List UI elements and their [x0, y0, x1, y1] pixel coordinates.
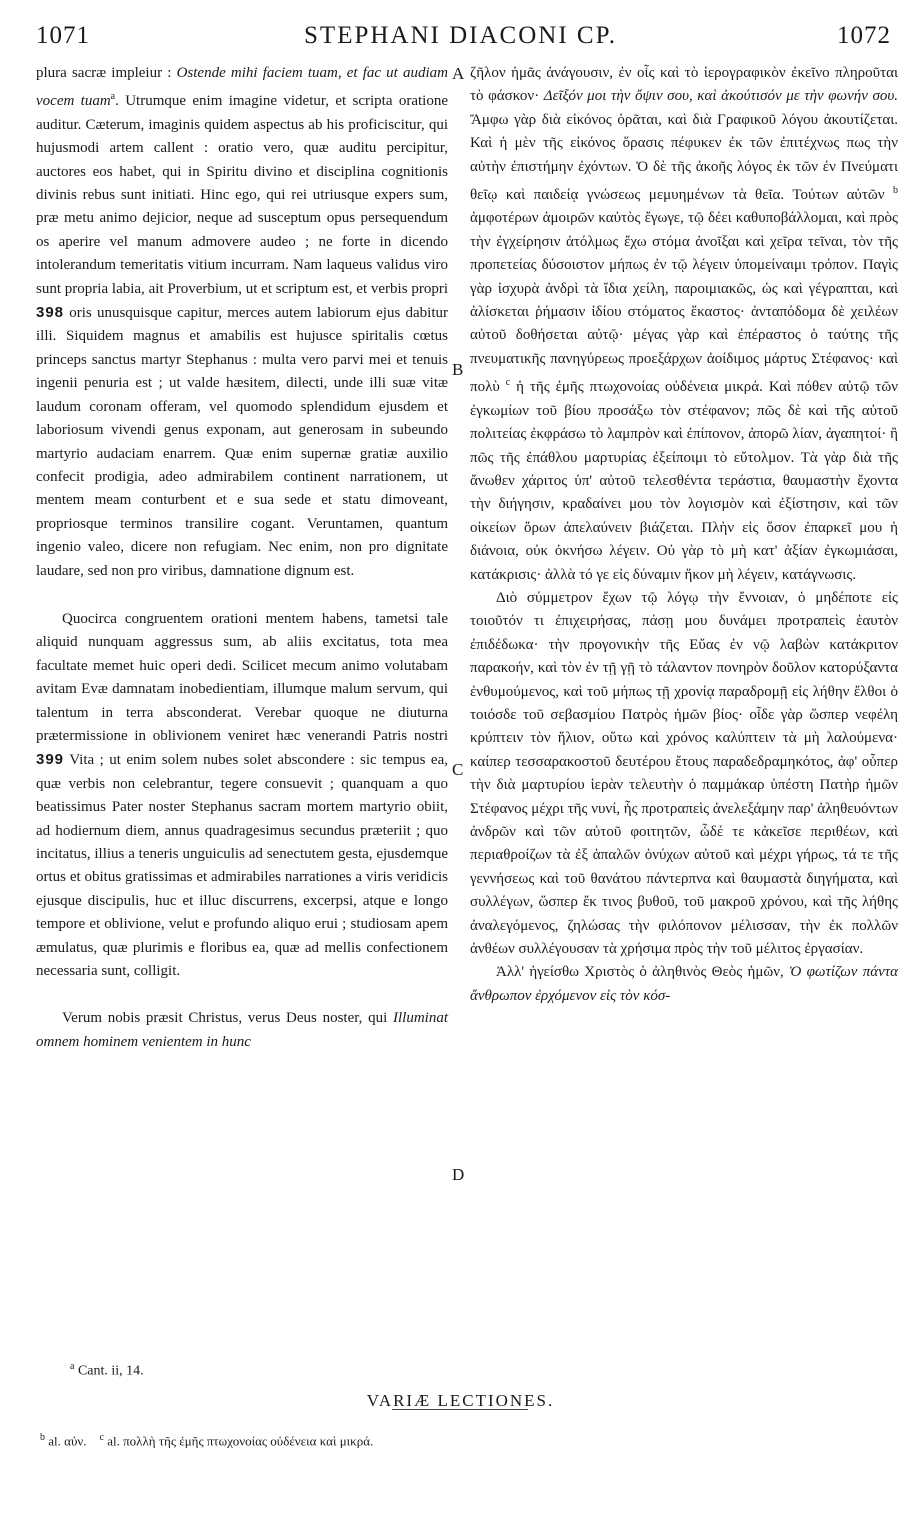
variant-reference: b: [893, 185, 898, 197]
margin-letter-a: A: [452, 64, 465, 83]
latin-text: Verum nobis præsit Christus, verus Deus noster, qui: [62, 1010, 393, 1027]
greek-text: ἀμφοτέρων ἀμοιρῶν καὐτὸς ἔγωγε, τῷ δέει καθυποβάλλομαι, καὶ πρὸς τὴν ἐγχείρησιν ἀτόλμως ἔχω στόμα ἀνοῖξαι καὶ χεῖρα τεῖναι, τὸν τῆς προπετείας δύσοιστον μήπως ἐν τῷ λέγειν ὑπομείναιμι τρόπον. Παγὶς γὰρ ἰσχυρὰ ἀνδρὶ τὰ ἴδια χείλη, παροιμιακῶς, ὡς καὶ γέγραπται, καὶ ἁλίσκεται ῥήμασιν ἰδίου στόματος ἕκαστος· ἀνταπόδομα δὲ χειλέων αὐτοῦ δοθήσεται αὐτῷ· μέγας γὰρ καὶ ἐπέραστος ὁ ταύτης τῆς πνευματικῆς πανηγύρεως προεξάρχων ἀοίδιμος μάρτυς Στέφανος· καὶ πολὺ: [470, 210, 898, 396]
margin-letter-d: D: [452, 1165, 465, 1184]
latin-scripture-quote: Illuminat omnem hominem venientem in hunc: [36, 1010, 448, 1050]
latin-paragraph-1: [36, 62, 448, 583]
latin-text: Quocirca congruentem orationi mentem habens, tametsi tale aliquid nunquam aggressus sum, ab aliis excitatus, tota mea facultate memet huic operi dedi. Scilicet mecum animo volutabam avitam Evæ damnatam inobedientiam, illumque malum servum, qui talentum in terra absconderat. Verebar quoque ne diuturna prætermissione in oblivionem veniret hæc venerandi Patris nostri: [36, 610, 448, 744]
variant-marker: c: [99, 1432, 104, 1443]
footnote-marker: a: [70, 1361, 75, 1372]
latin-text: Vita ; ut enim solem nubes solet abscondere : sic tempus ea, quæ verbis non celebrantur, tegere consuevit ; quanquam a quo beatissimus Pater noster Stephanus sacram mortem martyrio obiit, ad hodiernum diem, annus quadragesimus secundus præteriit ; quo incitatus, illius a teneris unguiculis ad senectutem gesta, ejusdemque ortus et obitus gratissimas et admirabiles narrationes a viris veridicis ejusque discipulis, huc et illuc discurrens, excerpsi, atque e longo tempore et oblivione, velut e profundo aliquo erui ; studiosam apem æmulatus, quæ plurimis e floribus ea, quæ ad mellis confectionem necessaria sunt, colligit.: [36, 752, 448, 980]
variant-text: al. αὐν.: [45, 1433, 87, 1449]
migne-column-marker: 399: [36, 751, 65, 769]
left-column-number: 1071: [36, 22, 90, 49]
greek-text: Ἄμφω γὰρ διὰ εἰκόνος ὁρᾶται, καὶ διὰ Γραφικοῦ λόγου ἀκουτίζεται. Καὶ ἡ μὲν τῆς εἰκόνος ὅρασις πέφυκεν ἐκ τῶν ἐπιτέχνως πως τὴν αὐτὴν ἐπιστήμην ἐχόντων. Ὁ δὲ τῆς ἀκοῆς λόγος ἐκ τῶν ἐν Πνεύματι θεῖῳ καὶ παιδείᾳ γνώσεως μεμυημένων τὰ θεῖα. Τούτων αὐτῶν: [470, 111, 898, 204]
greek-text: Διὸ σύμμετρον ἔχων τῷ λόγῳ τὴν ἔννοιαν, ὁ μηδέποτε εἰς τοιοῦτόν τι ἐπιχειρήσας, πάσῃ μου δυνάμει προτραπεὶς ἑαυτὸν ἐπιδέδωκα· τὴν προγονικὴν τῆς Εὔας ἐν νῷ λαβὼν κατάκριτον παρακοήν, καὶ τὸν ἐν τῇ γῇ τὸ τάλαντον πονηρὸν δοῦλον κατορύξαντα ἐνθυμούμενος, καὶ τοῦ μήπως τῇ χρονίᾳ παραδρομῇ εἰς λήθην ἔλθοι ὁ τοιόσδε τοῦ σεβασμίου Πατρὸς ἡμῶν βίος· οἶδε γὰρ ὥσπερ νεφέλη κρύπτειν τὸν ἥλιον, οὕτω καὶ χρόνος καλύπτειν τὰ μὴ λαλούμενα· καίπερ τεσσαρακοστοῦ δευτέρου ἔτους παραδεδραμηκότος, ἀφ' οὗπερ τὴν διὰ μαρτυρίου ἱερὰν τελευτὴν ὁ παμμάκαρ ὑπέστη Πατὴρ ἡμῶν Στέφανος μέχρι τῆς νυνί, ἧς προτραπεὶς ἀνελεξάμην παρ' ἀληθευόντων ἀνδρῶν καὶ τῶν αὐτοῦ φοιτητῶν, ὧδέ τε κἀκεῖσε περιθέων, καὶ περιαθροίζων τὰ ἐξ ἁπαλῶν ὀνύχων αὐτοῦ καὶ μέχρι γήρως, τά τε τῆς γεννήσεως καὶ τοῦ θανάτου πάντερπνα καὶ θαυμαστὰ διηγήματα, καὶ συλλέγων, ὥσπερ ἔκ τινος βυθοῦ, τοῦ μακροῦ χρόνου, καὶ τῆς λήθης ἀναλεγόμενος, ζηλώσας τὴν φιλόπονον μέλισσαν, τὴν ἐκ πολλῶν ἀνθέων συλλέγουσαν τὰ χρήσιμα πρὸς τὴν τοῦ μέλιτος ἐργασίαν.: [470, 589, 898, 958]
greek-text: Ἀλλ' ἡγείσθω Χριστὸς ὁ ἀληθινὸς Θεὸς ἡμῶν,: [496, 964, 790, 981]
greek-column: [470, 62, 898, 1008]
greek-scripture-quote: Δεῖξόν μοι τὴν ὄψιν σου, καὶ ἀκούτισόν με τὴν φωνήν σου.: [543, 88, 898, 105]
latin-scripture-quote: Ostende mihi faciem tuam, et fac ut audiam vocem tuam: [36, 65, 449, 110]
footnote-reference: a: [110, 91, 116, 103]
greek-paragraph-3: [470, 961, 898, 1008]
latin-text: plura sacræ impleiur :: [36, 65, 177, 81]
variae-lectiones-heading: VARIÆ LECTIONES.: [366, 1391, 555, 1410]
latin-text: . Utrumque enim imagine videtur, et scripta oratione auditur. Cæterum, imaginis quidem aspectus ab his proficiscitur, qui hujusmodi artem callent : oratio vero, quæ auditu percipitur, auctores eos habet, qui in Spiritu divino et disciplina cognitionis divinis rebus sunt initiati. Hinc ego, qui rei utriusque expers sum, præ metu animo dejicior, neque ad susceptum opus persequendum os aperire vel manum admovere audeo ; ne forte in dicendo intolerandum temeritatis vitium incurram. Nam laqueus validus viro sunt propria labia, ait Proverbium, ut et scriptum est, et verbis propri: [36, 93, 448, 297]
variant-reference: c: [505, 377, 511, 389]
greek-text: ζῆλον ἡμᾶς ἀνάγουσιν, ἐν οἷς καὶ τὸ ἱερογραφικὸν ἐκεῖνο πληροῦται τὸ φάσκον·: [470, 65, 898, 105]
margin-letter-b: B: [452, 360, 464, 379]
greek-text: ἡ τῆς ἐμῆς πτωχονοίας οὐδένεια μικρά. Καὶ πόθεν αὐτῷ τῶν ἐγκωμίων τοῦ βίου προσάξω τὸν στέφανον; πῶς δὲ καὶ τῆς αὐτοῦ πολιτείας ἐκφράσω τὸ λαμπρὸν καὶ ἐπίπονον, ἀπορῶ λίαν, ἀγαπητοί· ἢ πῶς τῆς ἐπάθλου μαρτυρίας ἐξείποιμι τὸ εὔτολμον. Τὰ γὰρ διὰ τῆς ἄνωθεν χάριτος ὑπ' αὐτοῦ τελεσθέντα τεράστια, θαυμαστὴν ἔχοντα τὴν διήγησιν, κραδαίνει μου τὸν λογισμὸν καὶ ἐξίστησιν, καὶ τῶν οἰκείων ὅρων ἀπελαύνειν βιάζεται. Πλὴν εἰς ὅσον ἐπαρκεῖ μου ἡ διάνοια, οὐκ ὀκνήσω λέγειν. Οὐ γὰρ τὸ μὴ κατ' ἀξίαν ἐγκωμιάσαι, κατάκρισις· ἀλλὰ τό γε εἰς δύναμιν ἥκον μὴ λέγειν, κατάγνωσις.: [470, 379, 898, 583]
latin-paragraph-3: [36, 1007, 448, 1054]
latin-text: oris unusquisque capitur, merces autem labiorum ejus dabitur illi. Siquidem magnus et amabilis est hujusce spiritalis cœtus princeps sanctus martyr Stephanus : multa vero parvi mei et tenuis ingenii penuria est ; ut valde hæsitem, dilecti, unde illi suæ vitæ laudum coronam offeram, vel quomodo splendidum ejusdem et laboriosum vivendi genus exponam, aut generosam in subeundo martyrio audaciam enarrem. Quæ enim supernæ gratiæ auxilio confecit prodigia, adeo admirabilem continent narrationem, ut mentem meam conturbent et e sua sede et statu dimoveant, propriosque terminos transilire cogant. Veruntamen, quantum ingenio valeo, dicere non refugiam. Nec enim, non pro dignitate laudare, sed non pro viribus, damnatione dignum est.: [36, 305, 448, 579]
footnote: [70, 1361, 144, 1380]
running-title: STEPHANI DIACONI CP.: [304, 22, 617, 49]
right-column-number: 1072: [837, 22, 891, 49]
greek-paragraph-1: [470, 62, 898, 587]
footnote-text: Cant. ii, 14.: [74, 1363, 144, 1379]
heading-rule: [392, 1409, 528, 1410]
margin-letter-c: C: [452, 760, 464, 779]
greek-scripture-quote: Ὁ φωτίζων πάντα ἄνθρωπον ἐρχόμενον εἰς τὸν κόσ-: [470, 964, 898, 1004]
greek-paragraph-2: [470, 587, 898, 962]
variant-text: al. πολλὴ τῆς ἐμῆς πτωχονοίας οὐδένεια καὶ μικρά.: [103, 1433, 374, 1449]
variant-marker: b: [40, 1432, 45, 1443]
latin-paragraph-2: [36, 608, 448, 984]
migne-column-marker: 398: [36, 304, 65, 322]
latin-column: [36, 62, 448, 1054]
variant-readings: [40, 1432, 373, 1449]
